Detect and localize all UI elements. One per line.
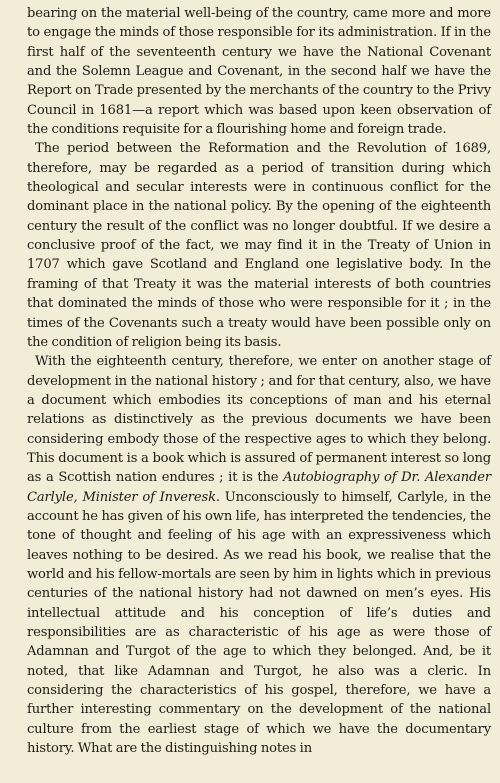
paragraph-3 [27, 352, 491, 758]
paragraph-2-text: The period between the Reformation and the Revolution of 1689, therefore, may be regarded as a period of transition during which theological and secular interests were in continuous conflict for the dominant place in the national policy. By the opening of the eighteenth century the result of the conflict was no longer doubtful. If we desire a conclusive proof of the fact, we may find it in the Treaty of Union in 1707 which gave Scotland and England one legislative body. In the framing of that Treaty it was the material interests of both countries that dominated the minds of those who were responsible for it ; in the times of the Covenants such a treaty would have been possible only on the condition of religion being its basis. [27, 141, 491, 350]
paragraph-1 [27, 4, 491, 139]
paragraph-3-text-b: . Unconsciously to himself, Carlyle, in the account he has given of his own life, has interpreted the tendencies, the tone of thought and feeling of his age with an expressiveness which leaves nothing to be desired. As we read his book, we realise that the world and his fellow-mortals are seen by him in lights which in previous centuries of the national history had not dawned on men’s eyes. His intellectual attitude and his conception of life’s duties and responsibilities are as characteristic of his age as were those of Adamnan and Turgot of the age to which they belonged. And, be it noted, that like Adamnan and Turgot, he also was a cleric. In considering the characteristics of his gospel, therefore, we have a further interesting commentary on the development of the national culture from the earliest stage of which we have the documentary history. What are the distinguishing notes in [27, 489, 491, 757]
paragraph-1-text: bearing on the material well-being of the country, came more and more to engage the minds of those responsible for its administration. If in the first half of the seventeenth century we have the National Covenant and the Solemn League and Covenant, in the second half we have the Report on Trade presented by the merchants of the country to the Privy Council in 1681—a report which was based upon keen observation of the conditions requisite for a flourishing home and foreign trade. [27, 6, 491, 138]
paragraph-2 [27, 139, 491, 352]
autobiography-title: Autobiography of Dr. Alexander Carlyle, Minister of Inveresk [27, 470, 491, 505]
paragraph-3-text-a: With the eighteenth century, therefore, we enter on another stage of development in the national history ; and for that century, also, we have a document which embodies its conceptions of man and his eternal relations as distinctively as the previous documents we have been considering embody those of the respective ages to which they belong. This document is a book which is assured of permanent interest so long as a Scottish nation endures ; it is the [27, 354, 491, 486]
